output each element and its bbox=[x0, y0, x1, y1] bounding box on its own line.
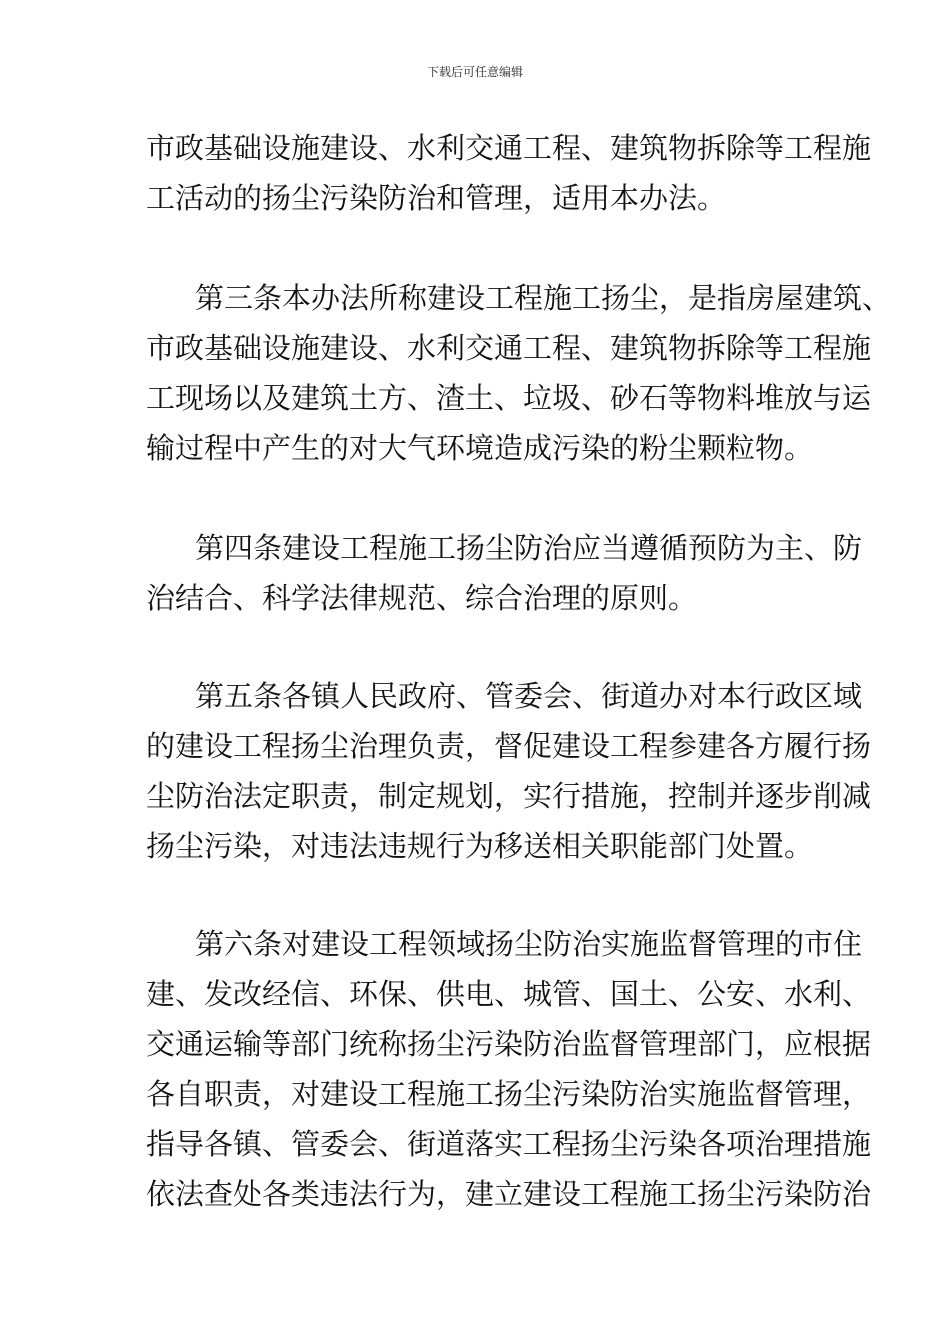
paragraph-line bbox=[146, 380, 950, 416]
line-text: 各自职责，对建设工程施工扬尘污染防治实施监督管理， bbox=[146, 1077, 872, 1111]
paragraph-line bbox=[146, 728, 950, 764]
line-text: 交通运输等部门统称扬尘污染防治监督管理部门，应根据 bbox=[146, 1027, 872, 1061]
paragraph-line bbox=[195, 530, 950, 566]
paragraph-line bbox=[146, 430, 950, 466]
line-text: 第六条对建设工程领域扬尘防治实施监督管理的市住 bbox=[195, 927, 863, 961]
line-text: 第五条各镇人民政府、管委会、街道办对本行政区域 bbox=[195, 679, 863, 713]
paragraph-line bbox=[195, 678, 950, 714]
line-text: 尘防治法定职责，制定规划，实行措施，控制并逐步削减 bbox=[146, 779, 872, 813]
line-text: 扬尘污染，对违法违规行为移送相关职能部门处置。 bbox=[146, 829, 814, 863]
paragraph-line bbox=[146, 778, 950, 814]
paragraph-line bbox=[146, 1176, 950, 1212]
paragraph-line bbox=[146, 1026, 950, 1062]
paragraph-line bbox=[146, 828, 950, 864]
line-text: 治结合、科学法律规范、综合治理的原则。 bbox=[146, 581, 698, 615]
paragraph-line bbox=[146, 1076, 950, 1112]
paragraph-line bbox=[146, 1126, 950, 1162]
line-text: 建、发改经信、环保、供电、城管、国土、公安、水利、 bbox=[146, 977, 872, 1011]
line-text: 输过程中产生的对大气环境造成污染的粉尘颗粒物。 bbox=[146, 431, 814, 465]
paragraph-line bbox=[146, 976, 950, 1012]
paragraph-line bbox=[146, 130, 950, 166]
paragraph-line bbox=[195, 280, 950, 316]
line-text: 依法查处各类违法行为，建立建设工程施工扬尘污染防治 bbox=[146, 1177, 872, 1211]
paragraph-line bbox=[146, 330, 950, 366]
line-text: 指导各镇、管委会、街道落实工程扬尘污染各项治理措施 bbox=[146, 1127, 872, 1161]
line-text: 工活动的扬尘污染防治和管理，适用本办法。 bbox=[146, 181, 727, 215]
line-text: 工现场以及建筑土方、渣土、垃圾、砂石等物料堆放与运 bbox=[146, 381, 872, 415]
paragraph-line bbox=[146, 580, 950, 616]
paragraph-line bbox=[146, 180, 950, 216]
line-text: 第三条本办法所称建设工程施工扬尘，是指房屋建筑、 bbox=[195, 281, 892, 315]
line-text: 市政基础设施建设、水利交通工程、建筑物拆除等工程施 bbox=[146, 131, 872, 165]
line-text: 第四条建设工程施工扬尘防治应当遵循预防为主、防 bbox=[195, 531, 863, 565]
paragraph-line bbox=[195, 926, 950, 962]
line-text: 市政基础设施建设、水利交通工程、建筑物拆除等工程施 bbox=[146, 331, 872, 365]
line-text: 的建设工程扬尘治理负责，督促建设工程参建各方履行扬 bbox=[146, 729, 872, 763]
page-header-note: 下载后可任意编辑 bbox=[426, 65, 523, 79]
